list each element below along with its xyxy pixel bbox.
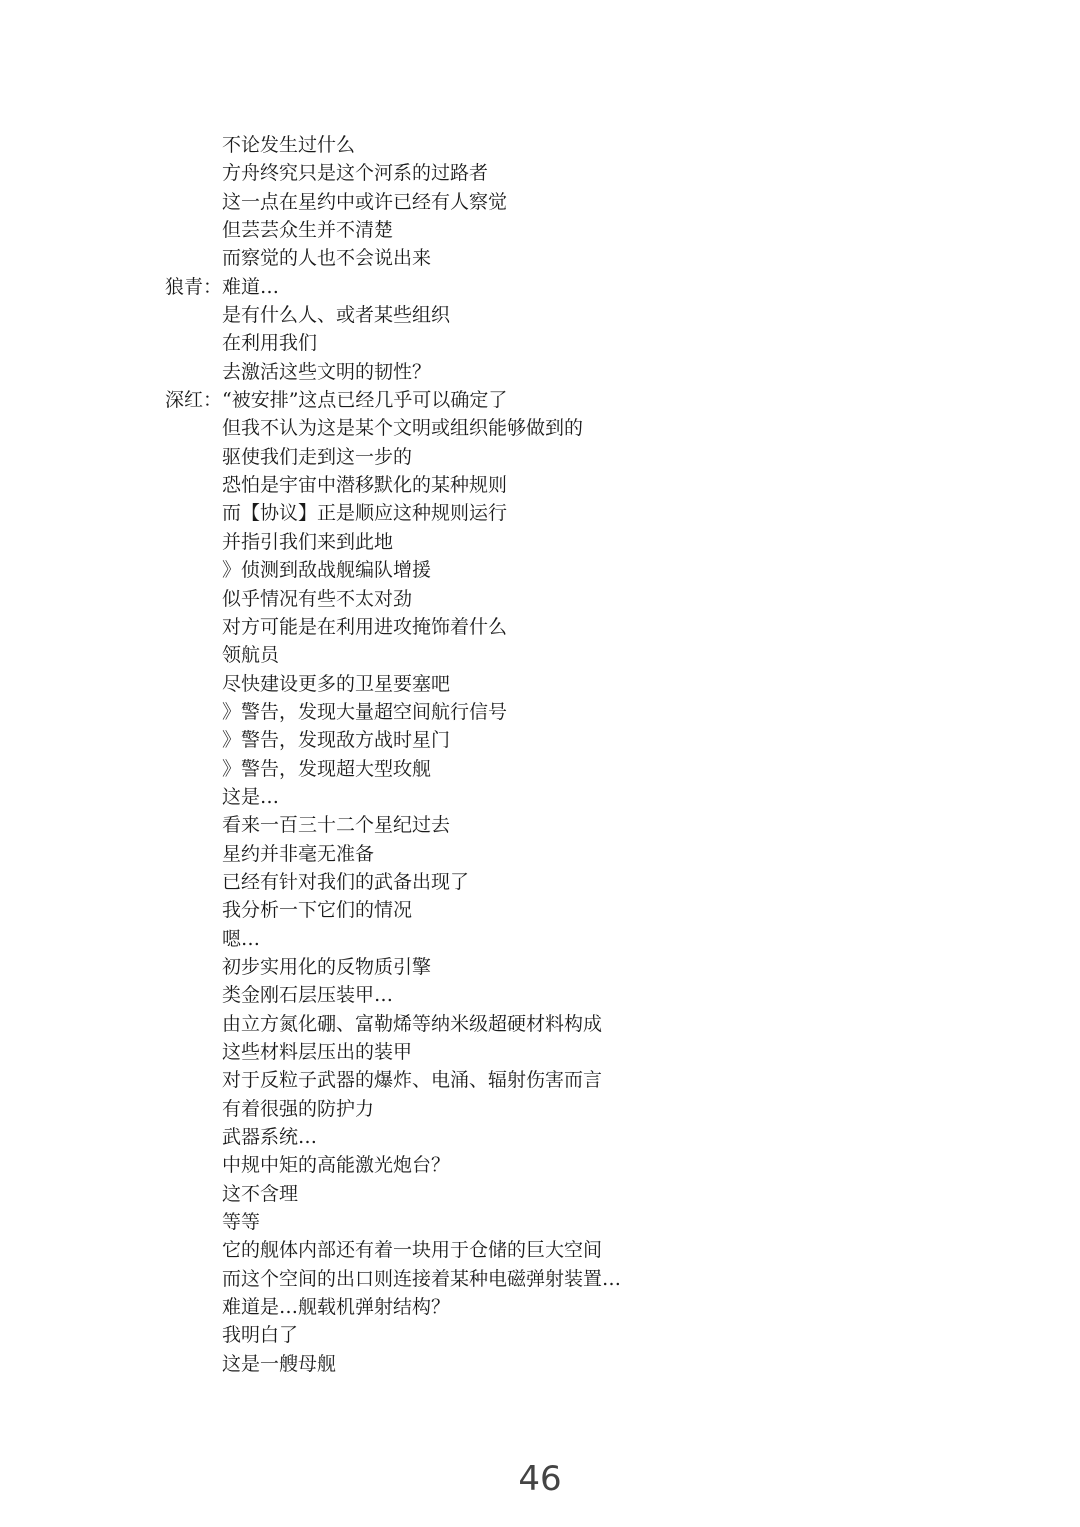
- dialogue-text: 难道是…舰载机弹射结构？: [222, 1296, 451, 1319]
- dialogue-line: [0, 698, 1080, 726]
- dialogue-line: [0, 868, 1080, 896]
- dialogue-text: 难道…: [222, 275, 280, 298]
- dialogue-text: 而察觉的人也不会说出来: [222, 247, 432, 270]
- dialogue-text: 去激活这些文明的韧性？: [222, 360, 432, 383]
- dialogue-line: [0, 216, 1080, 244]
- dialogue-line: [0, 1066, 1080, 1094]
- dialogue-text: 由立方氮化硼、富勒烯等纳米级超硬材料构成: [222, 1012, 603, 1035]
- dialogue-line: [0, 273, 1080, 301]
- dialogue-line: [0, 1208, 1080, 1236]
- dialogue-line: [0, 1010, 1080, 1038]
- dialogue-line: [0, 1293, 1080, 1321]
- dialogue-line: [0, 953, 1080, 981]
- dialogue-text: 这是一艘母舰: [222, 1352, 337, 1375]
- dialogue-text: 》警告，发现超大型玫舰: [222, 757, 432, 780]
- dialogue-line: [0, 1350, 1080, 1378]
- dialogue-line: [0, 1123, 1080, 1151]
- dialogue-text: 但芸芸众生并不清楚: [222, 219, 394, 242]
- dialogue-text: 》警告，发现大量超空间航行信号: [222, 700, 508, 723]
- dialogue-line: [0, 556, 1080, 584]
- dialogue-text: 我分析一下它们的情况: [222, 899, 413, 922]
- dialogue-text: 驱使我们走到这一步的: [222, 445, 413, 468]
- dialogue-text: 而这个空间的出口则连接着某种电磁弹射装置…: [222, 1267, 622, 1290]
- dialogue-line: [0, 1236, 1080, 1264]
- dialogue-line: [0, 499, 1080, 527]
- script-body: [0, 131, 1080, 1378]
- dialogue-line: [0, 896, 1080, 924]
- dialogue-line: [0, 670, 1080, 698]
- dialogue-line: [0, 528, 1080, 556]
- dialogue-text: 已经有针对我们的武备出现了: [222, 870, 470, 893]
- dialogue-line: [0, 131, 1080, 159]
- dialogue-text: 星约并非毫无准备: [222, 842, 375, 865]
- dialogue-line: [0, 471, 1080, 499]
- dialogue-text: 不论发生过什么: [222, 134, 356, 156]
- dialogue-line: [0, 1321, 1080, 1349]
- speaker-label: 狼青：: [164, 275, 222, 298]
- dialogue-text: 领航员: [222, 644, 280, 667]
- dialogue-text: 是有什么人、或者某些组织: [222, 304, 451, 327]
- dialogue-text: 在利用我们: [222, 332, 318, 355]
- dialogue-line: [0, 188, 1080, 216]
- dialogue-line: [0, 981, 1080, 1009]
- dialogue-line: [0, 159, 1080, 187]
- dialogue-line: [0, 1151, 1080, 1179]
- dialogue-text: 对于反粒子武器的爆炸、电涌、辐射伤害而言: [222, 1069, 603, 1092]
- dialogue-line: [0, 358, 1080, 386]
- dialogue-line: [0, 414, 1080, 442]
- dialogue-text: 我明白了: [222, 1324, 299, 1347]
- dialogue-text: “被安排”这点已经几乎可以确定了: [222, 389, 508, 412]
- dialogue-line: [0, 244, 1080, 272]
- dialogue-line: [0, 1180, 1080, 1208]
- speaker-label: 深红：: [164, 389, 222, 412]
- dialogue-text: 对方可能是在利用进攻掩饰着什么: [222, 615, 508, 638]
- dialogue-text: 这一点在星约中或许已经有人察觉: [222, 190, 508, 213]
- dialogue-line: [0, 925, 1080, 953]
- dialogue-text: 等等: [222, 1211, 261, 1234]
- dialogue-line: [0, 1038, 1080, 1066]
- dialogue-line: [0, 1095, 1080, 1123]
- dialogue-line: [0, 755, 1080, 783]
- dialogue-text: 嗯…: [222, 927, 261, 950]
- dialogue-line: [0, 301, 1080, 329]
- dialogue-text: 初步实用化的反物质引擎: [222, 955, 432, 978]
- dialogue-text: 看来一百三十二个星纪过去: [222, 814, 451, 837]
- dialogue-text: 恐怕是宇宙中潜移默化的某种规则: [222, 474, 508, 497]
- dialogue-text: 方舟终究只是这个河系的过路者: [222, 162, 489, 185]
- dialogue-line: [0, 329, 1080, 357]
- dialogue-text: 但我不认为这是某个文明或组织能够做到的: [222, 417, 584, 440]
- dialogue-text: 这些材料层压出的装甲: [222, 1041, 413, 1063]
- dialogue-line: [0, 840, 1080, 868]
- dialogue-line: [0, 641, 1080, 669]
- dialogue-text: 这是…: [222, 785, 280, 808]
- dialogue-text: 尽快建设更多的卫星要塞吧: [222, 672, 451, 695]
- dialogue-text: 似乎情况有些不太对劲: [222, 587, 413, 610]
- dialogue-line: [0, 386, 1080, 414]
- dialogue-line: [0, 783, 1080, 811]
- dialogue-line: [0, 726, 1080, 754]
- dialogue-text: 》警告，发现敌方战时星门: [222, 729, 451, 752]
- dialogue-text: 并指引我们来到此地: [222, 530, 394, 553]
- dialogue-line: [0, 613, 1080, 641]
- dialogue-text: 》侦测到敌战舰编队增援: [222, 559, 432, 582]
- dialogue-line: [0, 443, 1080, 471]
- dialogue-text: 而【协议】正是顺应这种规则运行: [222, 502, 508, 525]
- dialogue-text: 有着很强的防护力: [222, 1097, 375, 1120]
- dialogue-text: 中规中矩的高能激光炮台？: [222, 1154, 451, 1177]
- dialogue-text: 这不含理: [222, 1182, 299, 1205]
- dialogue-text: 武器系统…: [222, 1126, 318, 1149]
- dialogue-line: [0, 585, 1080, 613]
- dialogue-text: 它的舰体内部还有着一块用于仓储的巨大空间: [222, 1239, 603, 1262]
- page-number: 46: [518, 1459, 562, 1499]
- dialogue-text: 类金刚石层压装甲…: [222, 984, 394, 1007]
- dialogue-line: [0, 1265, 1080, 1293]
- dialogue-line: [0, 811, 1080, 839]
